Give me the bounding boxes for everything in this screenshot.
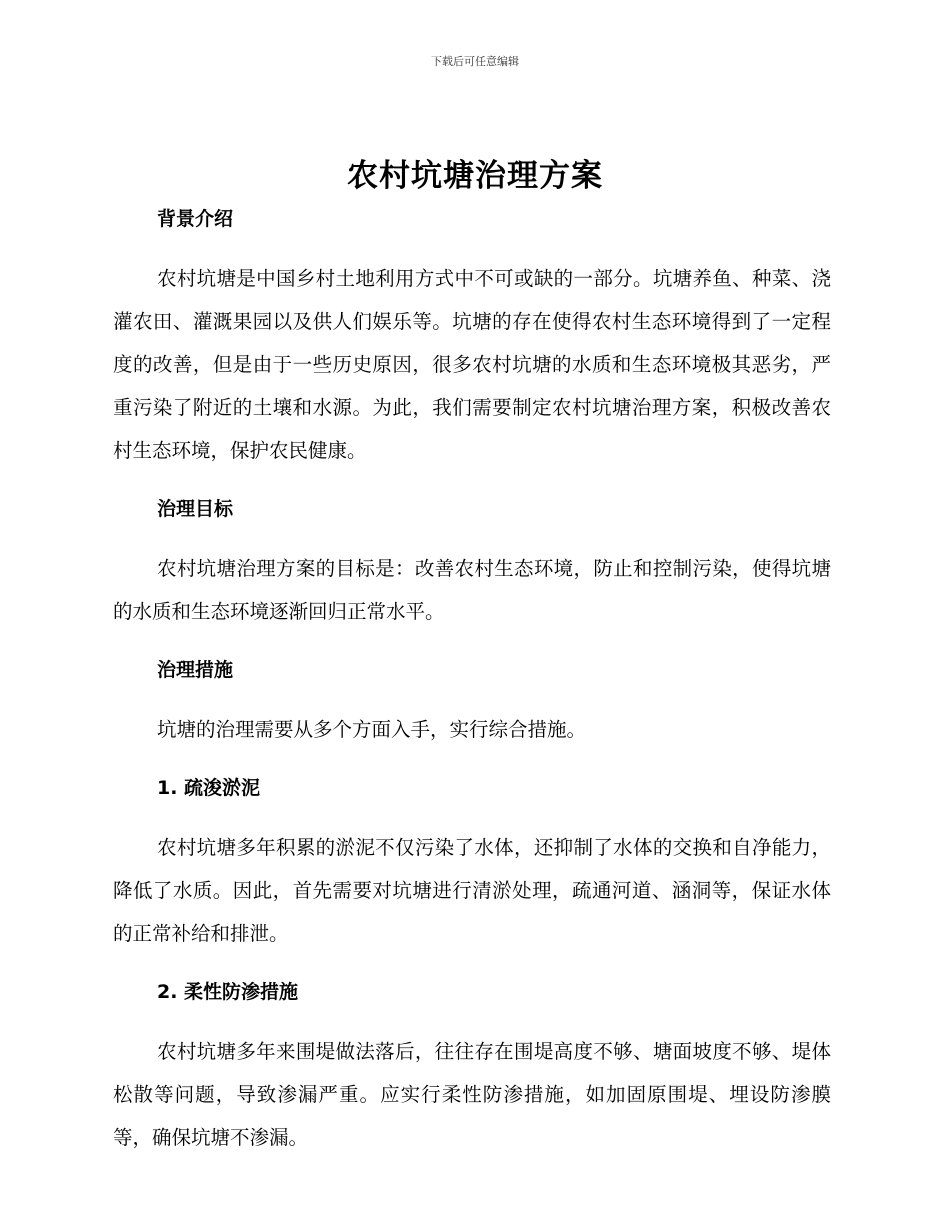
header-note: 下载后可任意编辑 [431,55,519,68]
section-heading-background: 背景介绍 [157,208,234,230]
document-title: 农村坑塘治理方案 [347,158,603,194]
section-paragraph-goal: 农村坑塘治理方案的目标是：改善农村生态环境，防止和控制污染，使得坑塘的水质和生态环境逐渐回归正常水平。 [113,557,831,623]
section-paragraph-measures: 坑塘的治理需要从多个方面入手，实行综合措施。 [157,718,587,741]
section-heading-goal: 治理目标 [157,498,234,520]
section-heading-measures: 治理措施 [157,659,234,681]
section-paragraph-seepage: 农村坑塘多年来围堤做法落后，往往存在围堤高度不够、塘面坡度不够、堤体松散等问题，导致渗漏严重。应实行柔性防渗措施，如加固原围堤、埋设防渗膜等，确保坑塘不渗漏。 [113,1040,831,1149]
document-body [113,203,831,1159]
section-heading-seepage: 2. 柔性防渗措施 [157,981,299,1003]
section-paragraph-dredging: 农村坑塘多年积累的淤泥不仅污染了水体，还抑制了水体的交换和自净能力，降低了水质。因此，首先需要对坑塘进行清淤处理，疏通河道、涵洞等，保证水体的正常补给和排泄。 [113,836,831,945]
section-heading-dredging: 1. 疏浚淤泥 [157,777,261,799]
section-paragraph-background: 农村坑塘是中国乡村土地利用方式中不可或缺的一部分。坑塘养鱼、种菜、浇灌农田、灌溉果园以及供人们娱乐等。坑塘的存在使得农村生态环境得到了一定程度的改善，但是由于一些历史原因，很多农村坑塘的水质和生态环境极其恶劣，严重污染了附近的土壤和水源。为此，我们需要制定农村坑塘治理方案，积极改善农村生态环境，保护农民健康。 [113,267,831,462]
